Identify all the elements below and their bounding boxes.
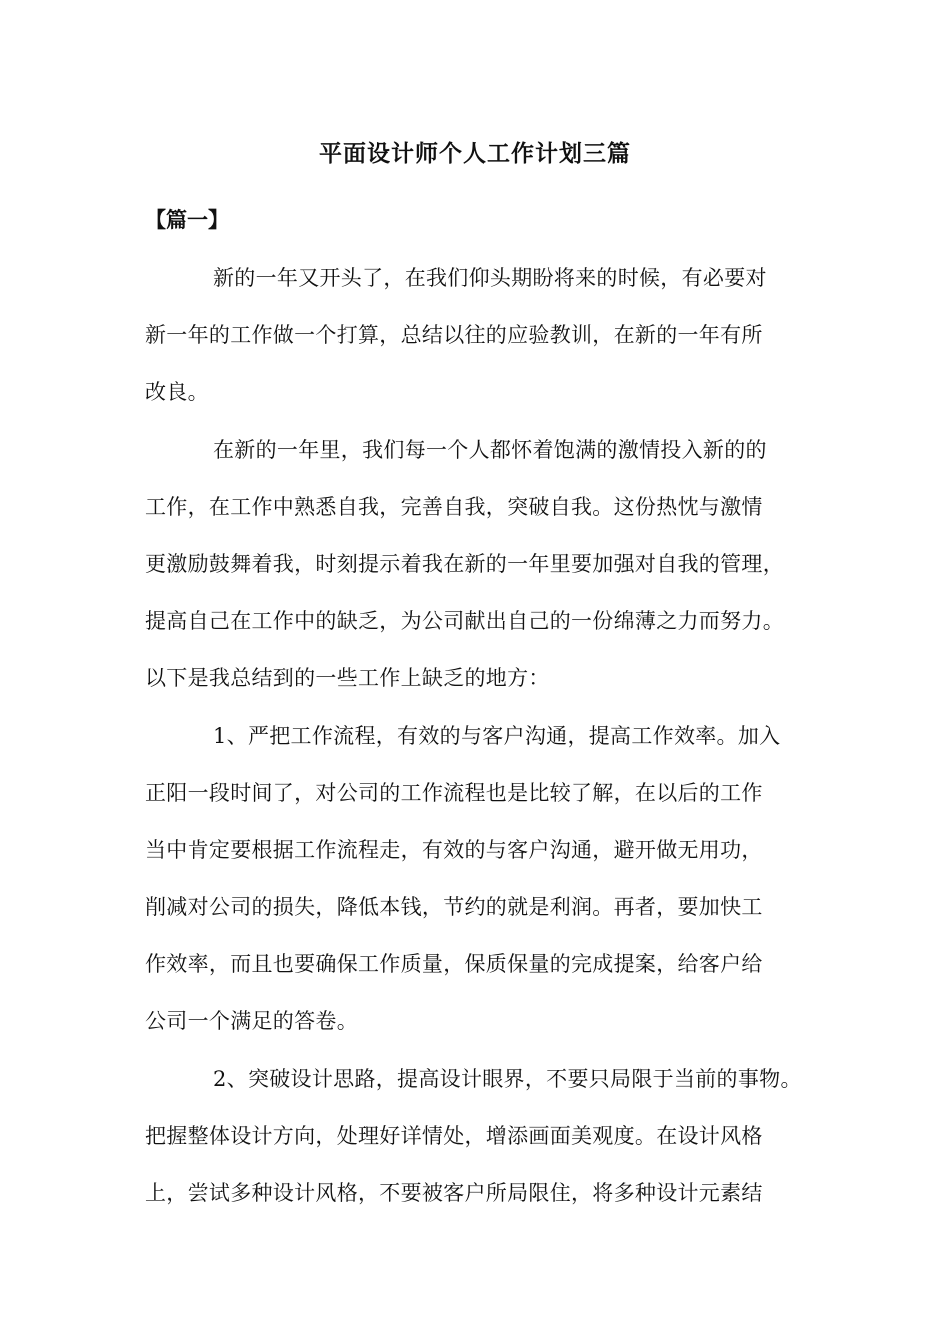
section-label: 【篇一】	[145, 207, 229, 232]
text-line: 削减对公司的损失，降低本钱，节约的就是利润。再者，要加快工	[145, 895, 763, 920]
document-title: 平面设计师个人工作计划三篇	[319, 140, 631, 167]
text-line: 在新的一年里，我们每一个人都怀着饱满的激情投入新的的	[213, 437, 767, 462]
text-line: 1、严把工作流程，有效的与客户沟通，提高工作效率。加入	[213, 723, 781, 748]
text-line: 作效率，而且也要确保工作质量，保质保量的完成提案，给客户给	[145, 952, 763, 977]
text-line: 把握整体设计方向，处理好详情处，增添画面美观度。在设计风格	[145, 1123, 763, 1148]
text-line: 正阳一段时间了，对公司的工作流程也是比较了解，在以后的工作	[145, 780, 763, 805]
text-line: 上，尝试多种设计风格，不要被客户所局限住，将多种设计元素结	[145, 1181, 763, 1205]
text-line: 以下是我总结到的一些工作上缺乏的地方：	[145, 666, 550, 691]
text-line: 更激励鼓舞着我，时刻提示着我在新的一年里要加强对自我的管理，	[145, 551, 784, 576]
text-line: 公司一个满足的答卷。	[145, 1009, 358, 1034]
text-line: 提高自己在工作中的缺乏，为公司献出自己的一份绵薄之力而努力。	[145, 609, 784, 634]
text-line: 新的一年又开头了，在我们仰头期盼将来的时候，有必要对	[213, 266, 767, 290]
text-line: 新一年的工作做一个打算，总结以往的应验教训，在新的一年有所	[145, 323, 763, 348]
text-line: 2、突破设计思路，提高设计眼界，不要只局限于当前的事物。	[213, 1066, 802, 1091]
text-line: 当中肯定要根据工作流程走，有效的与客户沟通，避开做无用功，	[145, 837, 763, 862]
body-text	[145, 260, 807, 1232]
text-line: 工作，在工作中熟悉自我，完善自我，突破自我。这份热忱与激情	[145, 494, 763, 519]
text-line: 改良。	[145, 380, 209, 405]
